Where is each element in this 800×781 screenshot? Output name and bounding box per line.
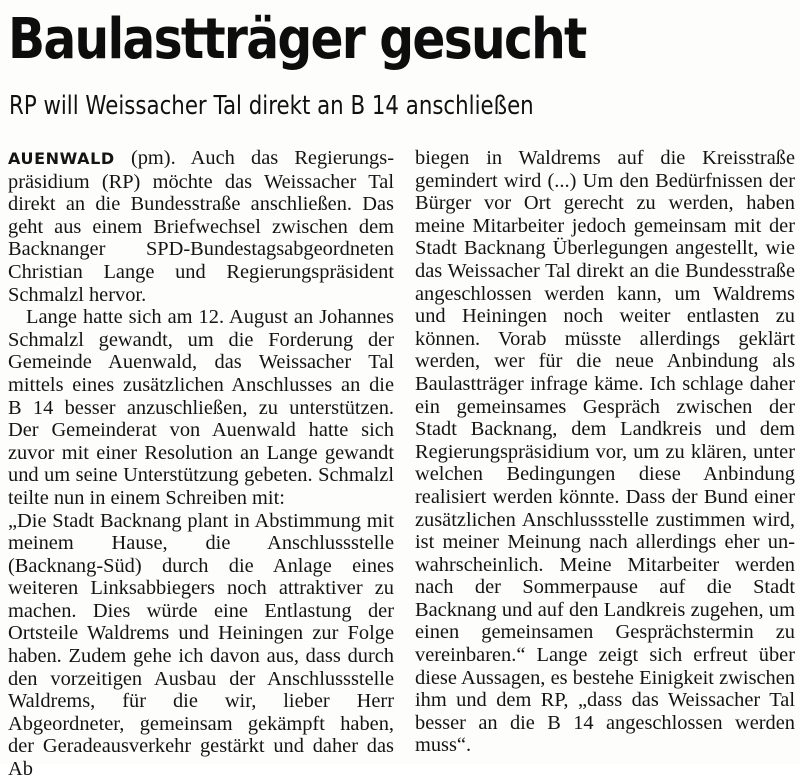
headline: Baulastträger gesucht — [8, 7, 586, 72]
paragraph-lange-letter: Lange hatte sich am 12. August an Johannes Schmalzl gewandt, um die Forderung der Gemeinde Auenwald, das Weissacher Tal mittels eines zusätzlichen Anschlusses an die B 14 besser anzuschließen, zu unterstützen. Der Gemeinderat von Auenwald hatte sich zuvor mit einer Resolution an Lange gewandt und um seine Unterstützung gebeten. Schmalzl teilte nun in einem Schreiben mit: — [8, 306, 394, 509]
subheadline: RP will Weissacher Tal direkt an B 14 anschließen — [9, 91, 534, 121]
article-column-left — [8, 147, 394, 781]
paragraph-quote-start: „Die Stadt Backnang plant in Abstimmung mit meinem Hause, die Anschlussstelle (Backnang-Süd) durch die Anlage eines weiteren Linksabbiegers noch attraktiver zu machen. Dies würde eine Entlastung der Ortsteile Waldrems und Heiningen zur Folge haben. Zudem gehe ich davon aus, dass durch den vorzeitigen Ausbau der Anschlussstelle Waldrems, für die wir, lieber Herr Abgeordneter, gemeinsam gekämpft haben, der Geradeausverkehr gestärkt und daher das Ab — [8, 509, 394, 781]
dateline: AUENWALD — [8, 149, 115, 168]
paragraph-quote-continued: biegen in Waldrems auf die Kreisstraße gemindert wird (...) Um den Bedürfnissen der Bürger vor Ort gerecht zu werden, haben meine Mitarbeiter jedoch gemeinsam mit der Stadt Backnang Überlegungen angestellt, wie das Weissacher Tal direkt an die Bundesstraße angeschlossen werden kann, um Waldrems und Heiningen noch weiter entlasten zu können. Vorab müsste allerdings geklärt werden, wer für die neue Anbindung als Baulastträger infrage käme. Ich schlage daher ein gemeinsames Gespräch zwischen der Stadt Backnang, dem Landkreis und dem Regierungspräsidium vor, um zu klären, unter welchen Bedingungen diese Anbindung realisiert werden könnte. Dass der Bund einer zusätzlichen Anschlussstelle zustimmen wird, ist meiner Meinung nach allerdings eher unwahrscheinlich. Meine Mitarbeiter werden nach der Sommerpause auf die Stadt Backnang und auf den Landkreis zugehen, um einen gemeinsamen Gesprächstermin zu vereinbaren.“ Lange zeigt sich erfreut über diese Aussagen, es bestehe Einigkeit zwischen ihm und dem RP, „dass das Weissacher Tal besser an die B 14 angeschlossen werden muss“. — [415, 147, 795, 757]
paragraph-intro — [8, 147, 394, 306]
paragraph-intro-text: (pm). Auch das Regierungspräsidium (RP) möchte das Weissacher Tal direkt an die Bundesstraße anschließen. Das geht aus einem Briefwechsel zwischen dem Backnanger SPD-Bundestagsabgeordneten Christian Lange und Regierungspräsident Schmalzl hervor. — [8, 147, 394, 306]
article-column-right — [415, 147, 795, 757]
